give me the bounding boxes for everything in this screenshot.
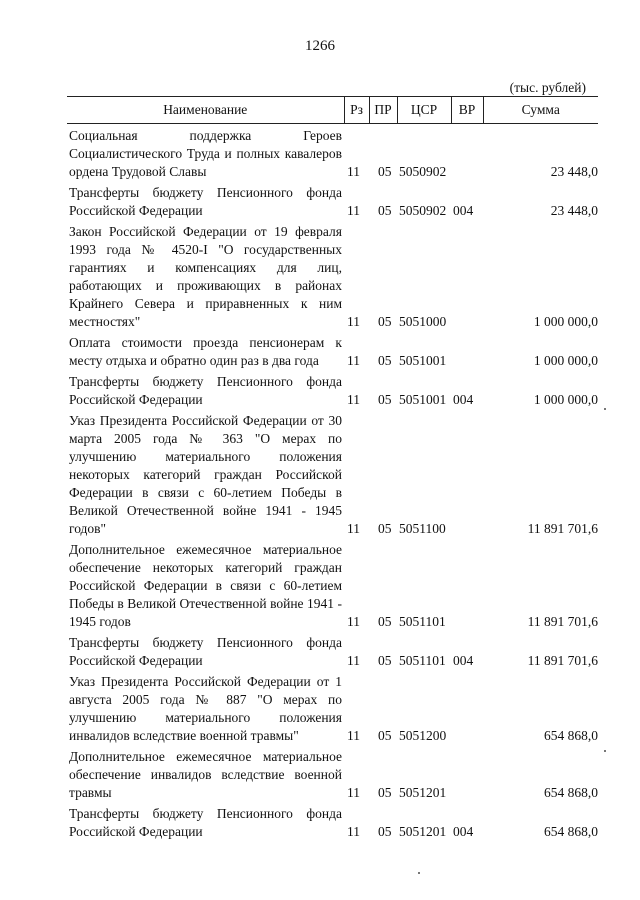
row-name: Трансферты бюджету Пенсионного фонда Российской Федерации xyxy=(69,374,342,407)
row-csr: 5051101 xyxy=(399,614,446,629)
row-pr: 05 xyxy=(378,521,392,536)
scan-speck xyxy=(418,872,420,874)
row-rz: 11 xyxy=(347,164,360,179)
row-rz: 11 xyxy=(347,521,360,536)
header-sum: Сумма xyxy=(483,97,598,124)
row-csr: 5050902 xyxy=(399,164,447,179)
budget-table-container xyxy=(67,96,598,841)
row-vr: 004 xyxy=(453,824,474,839)
row-pr: 05 xyxy=(378,614,392,629)
row-name: Трансферты бюджету Пенсионного фонда Российской Федерации xyxy=(69,635,342,668)
row-rz: 11 xyxy=(347,353,360,368)
row-csr: 5051000 xyxy=(399,314,447,329)
budget-table xyxy=(67,96,598,841)
row-pr: 05 xyxy=(378,353,392,368)
row-vr xyxy=(451,124,483,182)
row-name: Указ Президента Российской Федерации от 30 марта 2005 года № 363 "О мерах по улучшению материального положения некоторых категорий граждан Российской Федерации в связи с 60-летием Победы в Великой Отечественной войне 1941 - 1945 годов" xyxy=(69,413,342,536)
scan-speck xyxy=(604,750,606,752)
units-label: (тыс. рублей) xyxy=(509,80,586,95)
scan-speck xyxy=(604,408,606,410)
row-sum: 23 448,0 xyxy=(550,203,598,218)
row-pr: 05 xyxy=(378,728,392,743)
row-pr: 05 xyxy=(378,653,392,668)
row-sum: 1 000 000,0 xyxy=(533,353,598,368)
table-row xyxy=(67,409,598,538)
table-row xyxy=(67,124,598,182)
row-rz: 11 xyxy=(347,824,360,839)
row-pr: 05 xyxy=(378,392,392,407)
row-rz: 11 xyxy=(347,392,360,407)
row-sum: 11 891 701,6 xyxy=(527,521,598,536)
row-pr: 05 xyxy=(378,164,392,179)
row-name: Трансферты бюджету Пенсионного фонда Российской Федерации xyxy=(69,806,342,839)
table-row xyxy=(67,538,598,631)
row-name: Трансферты бюджету Пенсионного фонда Российской Федерации xyxy=(69,185,342,218)
row-sum: 11 891 701,6 xyxy=(527,653,598,668)
row-vr xyxy=(451,220,483,331)
row-sum: 654 868,0 xyxy=(544,824,598,839)
table-row xyxy=(67,370,598,409)
row-vr xyxy=(451,745,483,802)
row-pr: 05 xyxy=(378,824,392,839)
row-name: Закон Российской Федерации от 19 февраля 1993 года № 4520-I "О государственных гарантиях и компенсациях для лиц, работающих и проживающих в районах Крайнего Севера и приравненных к ним местностях" xyxy=(69,224,342,329)
row-sum: 23 448,0 xyxy=(550,164,598,179)
row-name: Дополнительное ежемесячное материальное обеспечение некоторых категорий граждан Российской Федерации в связи с 60-летием Победы в Великой Отечественной войне 1941 - 1945 годов xyxy=(69,542,342,629)
row-name: Социальная поддержка Героев Социалистического Труда и полных кавалеров ордена Трудовой Славы xyxy=(69,128,342,179)
row-vr xyxy=(451,670,483,745)
table-row xyxy=(67,802,598,841)
row-pr: 05 xyxy=(378,785,392,800)
row-pr: 05 xyxy=(378,314,392,329)
row-rz: 11 xyxy=(347,653,360,668)
row-sum: 654 868,0 xyxy=(544,785,598,800)
row-name: Дополнительное ежемесячное материальное обеспечение инвалидов вследствие военной травмы xyxy=(69,749,342,800)
row-sum: 654 868,0 xyxy=(544,728,598,743)
header-rz: Рз xyxy=(344,97,369,124)
row-csr: 5051001 xyxy=(399,392,447,407)
table-row xyxy=(67,631,598,670)
row-csr: 5051100 xyxy=(399,521,446,536)
table-header xyxy=(67,97,598,124)
row-rz: 11 xyxy=(347,203,360,218)
row-vr xyxy=(451,331,483,370)
header-csr: ЦСР xyxy=(397,97,451,124)
row-csr: 5051201 xyxy=(399,785,447,800)
row-vr xyxy=(451,409,483,538)
row-rz: 11 xyxy=(347,728,360,743)
row-csr: 5051201 xyxy=(399,824,447,839)
table-row xyxy=(67,331,598,370)
row-csr: 5051101 xyxy=(399,653,446,668)
row-csr: 5051200 xyxy=(399,728,447,743)
row-vr: 004 xyxy=(453,392,474,407)
header-vr: ВР xyxy=(451,97,483,124)
row-vr: 004 xyxy=(453,653,474,668)
row-name: Указ Президента Российской Федерации от 1 августа 2005 года № 887 "О мерах по улучшению материального положения инвалидов вследствие военной травмы" xyxy=(69,674,342,743)
row-sum: 1 000 000,0 xyxy=(533,392,598,407)
row-vr xyxy=(451,538,483,631)
row-pr: 05 xyxy=(378,203,392,218)
row-sum: 11 891 701,6 xyxy=(527,614,598,629)
row-csr: 5051001 xyxy=(399,353,447,368)
row-csr: 5050902 xyxy=(399,203,447,218)
table-body xyxy=(67,124,598,842)
row-sum: 1 000 000,0 xyxy=(533,314,598,329)
page-number: 1266 xyxy=(305,38,335,54)
table-row xyxy=(67,745,598,802)
row-rz: 11 xyxy=(347,614,360,629)
table-row xyxy=(67,220,598,331)
table-row xyxy=(67,670,598,745)
table-row xyxy=(67,181,598,220)
header-name: Наименование xyxy=(67,97,344,124)
row-rz: 11 xyxy=(347,785,360,800)
row-vr: 004 xyxy=(453,203,474,218)
header-pr: ПР xyxy=(369,97,397,124)
row-name: Оплата стоимости проезда пенсионерам к месту отдыха и обратно один раз в два года xyxy=(69,335,342,368)
row-rz: 11 xyxy=(347,314,360,329)
